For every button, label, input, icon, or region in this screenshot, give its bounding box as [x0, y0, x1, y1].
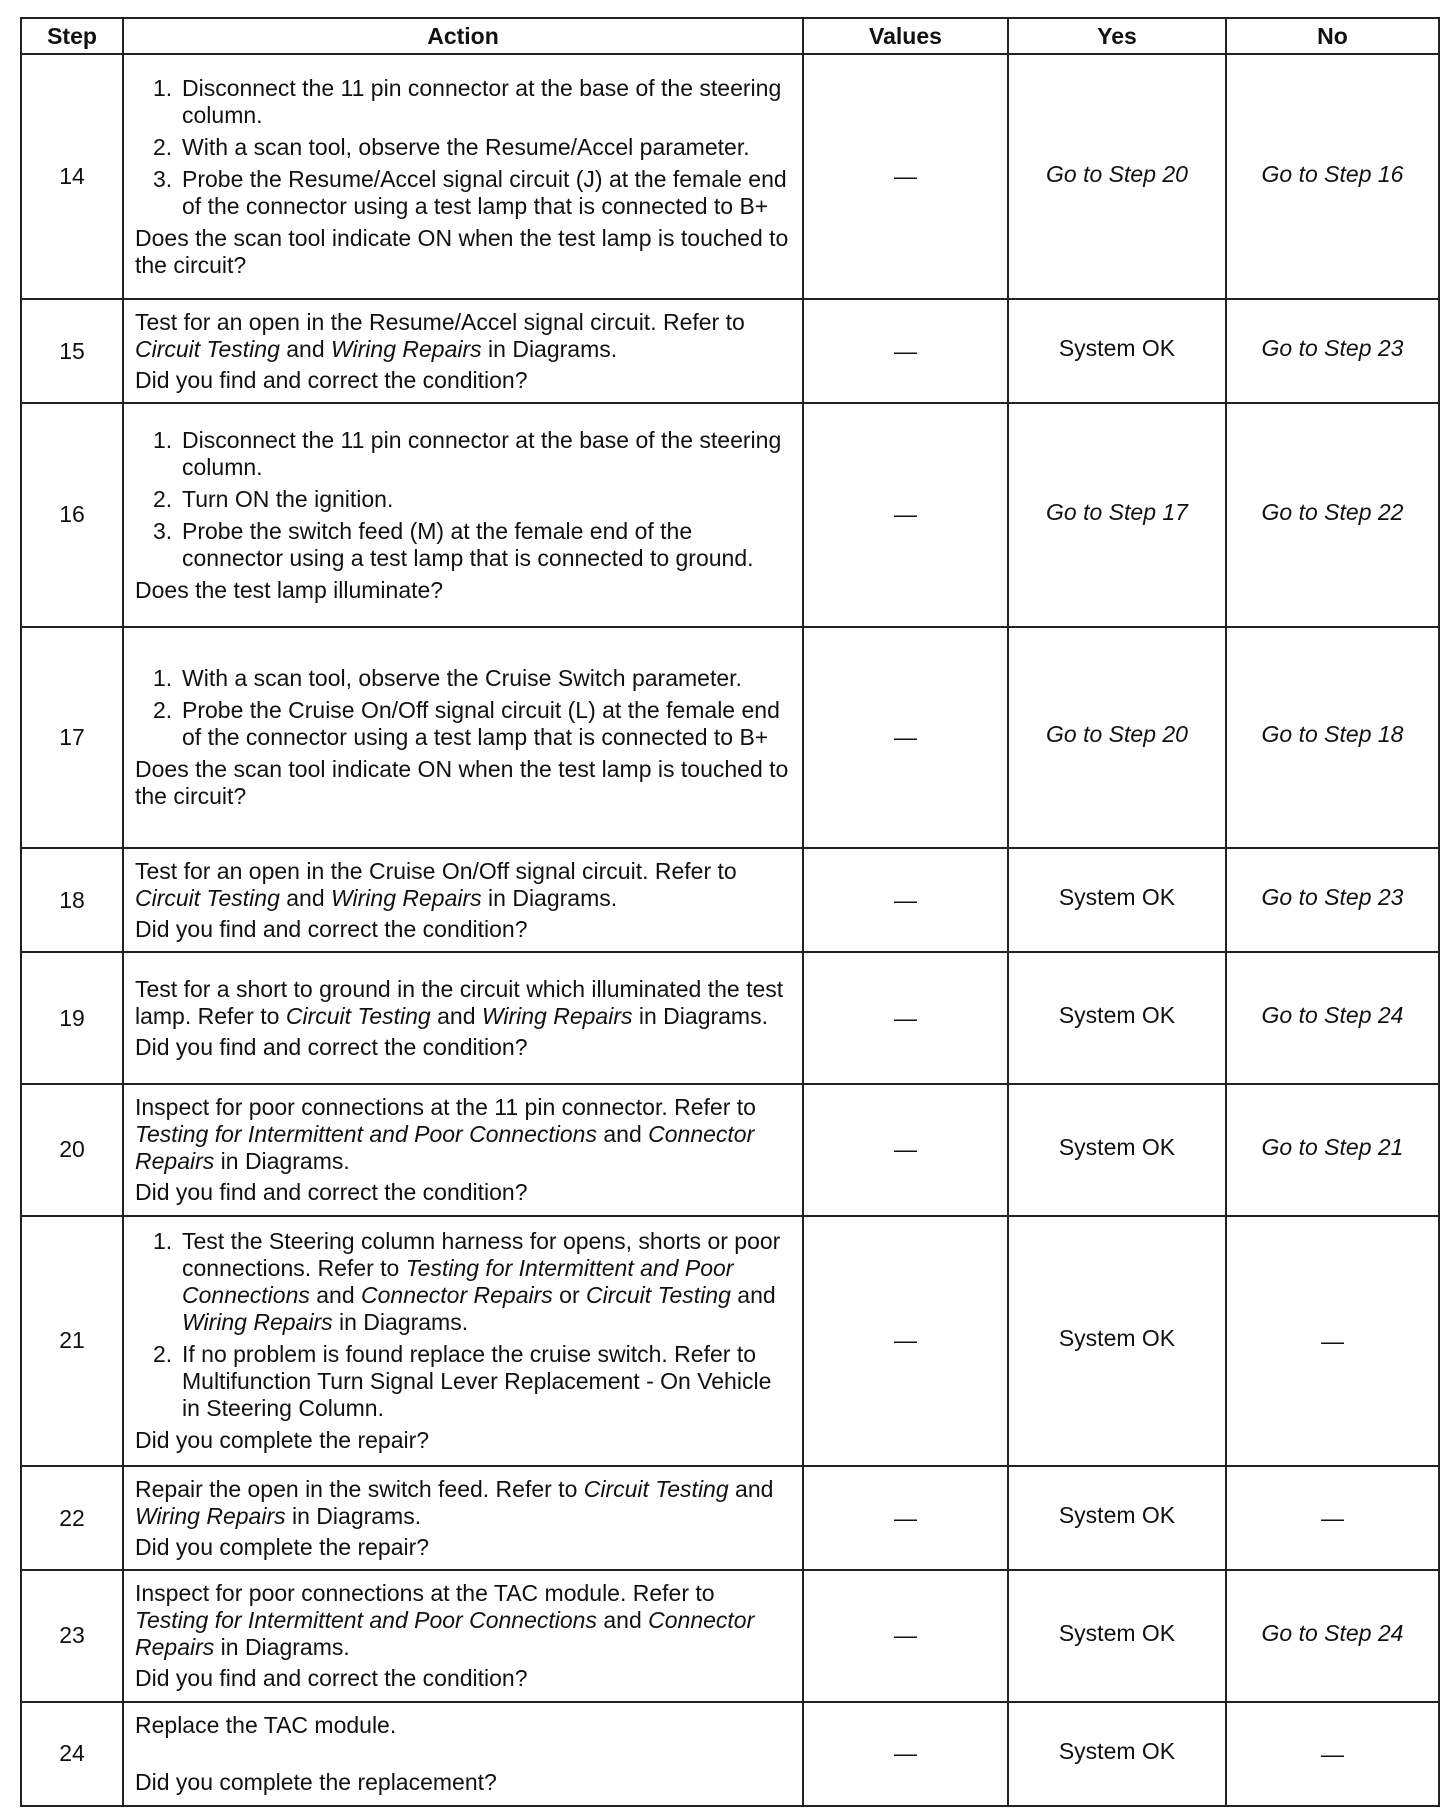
action-cell	[123, 627, 803, 848]
no-cell: Go to Step 21	[1226, 1084, 1439, 1216]
table-row	[21, 1570, 1439, 1702]
action-cell	[123, 54, 803, 299]
action-cell	[123, 299, 803, 403]
no-cell: —	[1226, 1466, 1439, 1570]
no-cell: Go to Step 24	[1226, 1570, 1439, 1702]
yes-cell: System OK	[1008, 299, 1226, 403]
yes-cell: System OK	[1008, 1570, 1226, 1702]
question-text: Does the test lamp illuminate?	[135, 576, 444, 603]
question-text: Did you complete the repair?	[135, 1534, 430, 1561]
question-text: Does the scan tool indicate ON when the test lamp is touched to the circuit?	[135, 225, 789, 279]
no-cell: —	[1226, 1216, 1439, 1466]
step-number: 17	[21, 627, 123, 848]
header-action: Action	[123, 18, 803, 54]
yes-cell: System OK	[1008, 1084, 1226, 1216]
header-values: Values	[803, 18, 1008, 54]
action-text: Inspect for poor connections at the TAC module. Refer to Testing for Intermittent and Poor Connections and Connector Repairs in Diagrams.	[135, 1580, 755, 1661]
values-cell: —	[803, 1084, 1008, 1216]
table-row	[21, 299, 1439, 403]
list-item: 1. Disconnect the 11 pin connector at the base of the steering column.	[153, 426, 782, 480]
values-cell: —	[803, 1466, 1008, 1570]
list-item: 2. Turn ON the ignition.	[153, 485, 394, 512]
no-cell: Go to Step 24	[1226, 952, 1439, 1084]
step-number: 16	[21, 403, 123, 627]
values-cell: —	[803, 299, 1008, 403]
action-list	[135, 665, 794, 751]
table-row	[21, 54, 1439, 299]
step-number: 21	[21, 1216, 123, 1466]
step-number: 18	[21, 848, 123, 952]
yes-cell: System OK	[1008, 952, 1226, 1084]
question-text: Did you find and correct the condition?	[135, 367, 528, 394]
list-item: 2. Probe the Cruise On/Off signal circuit (L) at the female end of the connector using a test lamp that is connected to B+	[153, 697, 780, 751]
action-text: Test for a short to ground in the circuit which illuminated the test lamp. Refer to Circuit Testing and Wiring Repairs in Diagrams.	[135, 976, 784, 1029]
values-cell: —	[803, 1216, 1008, 1466]
action-text: Repair the open in the switch feed. Refer to Circuit Testing and Wiring Repairs in Diagrams.	[135, 1476, 774, 1530]
action-cell	[123, 848, 803, 952]
step-number: 14	[21, 54, 123, 299]
question-text: Did you complete the repair?	[135, 1427, 430, 1454]
action-cell	[123, 952, 803, 1084]
table-row	[21, 403, 1439, 627]
header-yes: Yes	[1008, 18, 1226, 54]
yes-cell: Go to Step 20	[1008, 627, 1226, 848]
yes-cell: System OK	[1008, 1702, 1226, 1806]
list-item: 1. Test the Steering column harness for opens, shorts or poor connections. Refer to Testing for Intermittent and Poor Connections and Connector Repairs or Circuit Testing and Wiring Repairs in Diagrams.	[153, 1228, 781, 1336]
action-list	[135, 1228, 794, 1422]
values-cell: —	[803, 54, 1008, 299]
list-item: 1. With a scan tool, observe the Cruise Switch parameter.	[153, 665, 742, 692]
action-list	[135, 75, 794, 220]
values-cell: —	[803, 952, 1008, 1084]
step-number: 15	[21, 299, 123, 403]
list-item: 1. Disconnect the 11 pin connector at the base of the steering column.	[153, 75, 782, 129]
table-row	[21, 952, 1439, 1084]
list-item: 2. If no problem is found replace the cruise switch. Refer to Multifunction Turn Signal Lever Replacement - On Vehicle in Steering Column.	[153, 1341, 772, 1422]
yes-cell: System OK	[1008, 1216, 1226, 1466]
yes-cell: Go to Step 17	[1008, 403, 1226, 627]
question-text: Did you find and correct the condition?	[135, 916, 528, 943]
action-cell	[123, 1466, 803, 1570]
action-cell	[123, 1702, 803, 1806]
table-row	[21, 1216, 1439, 1466]
values-cell: —	[803, 1702, 1008, 1806]
action-text: Test for an open in the Resume/Accel signal circuit. Refer to Circuit Testing and Wiring Repairs in Diagrams.	[135, 309, 745, 363]
yes-cell: Go to Step 20	[1008, 54, 1226, 299]
table-row	[21, 848, 1439, 952]
yes-cell: System OK	[1008, 848, 1226, 952]
question-text: Does the scan tool indicate ON when the test lamp is touched to the circuit?	[135, 756, 789, 810]
action-cell	[123, 1570, 803, 1702]
question-text: Did you complete the replacement?	[135, 1769, 497, 1796]
no-cell: Go to Step 16	[1226, 54, 1439, 299]
action-cell	[123, 1084, 803, 1216]
yes-cell: System OK	[1008, 1466, 1226, 1570]
no-cell: —	[1226, 1702, 1439, 1806]
values-cell: —	[803, 848, 1008, 952]
header-no: No	[1226, 18, 1439, 54]
action-cell	[123, 403, 803, 627]
values-cell: —	[803, 1570, 1008, 1702]
table-row	[21, 1084, 1439, 1216]
no-cell: Go to Step 18	[1226, 627, 1439, 848]
table-row	[21, 1702, 1439, 1806]
list-item: 2. With a scan tool, observe the Resume/Accel parameter.	[153, 134, 750, 161]
values-cell: —	[803, 403, 1008, 627]
header-row	[21, 18, 1439, 54]
question-text: Did you find and correct the condition?	[135, 1179, 528, 1206]
no-cell: Go to Step 22	[1226, 403, 1439, 627]
step-number: 24	[21, 1702, 123, 1806]
no-cell: Go to Step 23	[1226, 299, 1439, 403]
step-number: 20	[21, 1084, 123, 1216]
step-number: 22	[21, 1466, 123, 1570]
step-number: 23	[21, 1570, 123, 1702]
step-number: 19	[21, 952, 123, 1084]
values-cell: —	[803, 627, 1008, 848]
diagnostic-table	[20, 17, 1440, 1807]
list-item: 3. Probe the switch feed (M) at the female end of the connector using a test lamp that is connected to ground.	[153, 517, 754, 571]
action-text: Test for an open in the Cruise On/Off signal circuit. Refer to Circuit Testing and Wiring Repairs in Diagrams.	[135, 858, 737, 912]
table-row	[21, 627, 1439, 848]
question-text: Did you find and correct the condition?	[135, 1665, 528, 1692]
action-list	[135, 427, 794, 572]
table-row	[21, 1466, 1439, 1570]
header-step: Step	[21, 18, 123, 54]
question-text: Did you find and correct the condition?	[135, 1034, 528, 1060]
no-cell: Go to Step 23	[1226, 848, 1439, 952]
action-text: Inspect for poor connections at the 11 pin connector. Refer to Testing for Intermittent and Poor Connections and Connector Repairs in Diagrams.	[135, 1094, 756, 1175]
list-item: 3. Probe the Resume/Accel signal circuit (J) at the female end of the connector using a test lamp that is connected to B+	[153, 166, 787, 220]
action-text: Replace the TAC module.	[135, 1712, 397, 1739]
action-cell	[123, 1216, 803, 1466]
